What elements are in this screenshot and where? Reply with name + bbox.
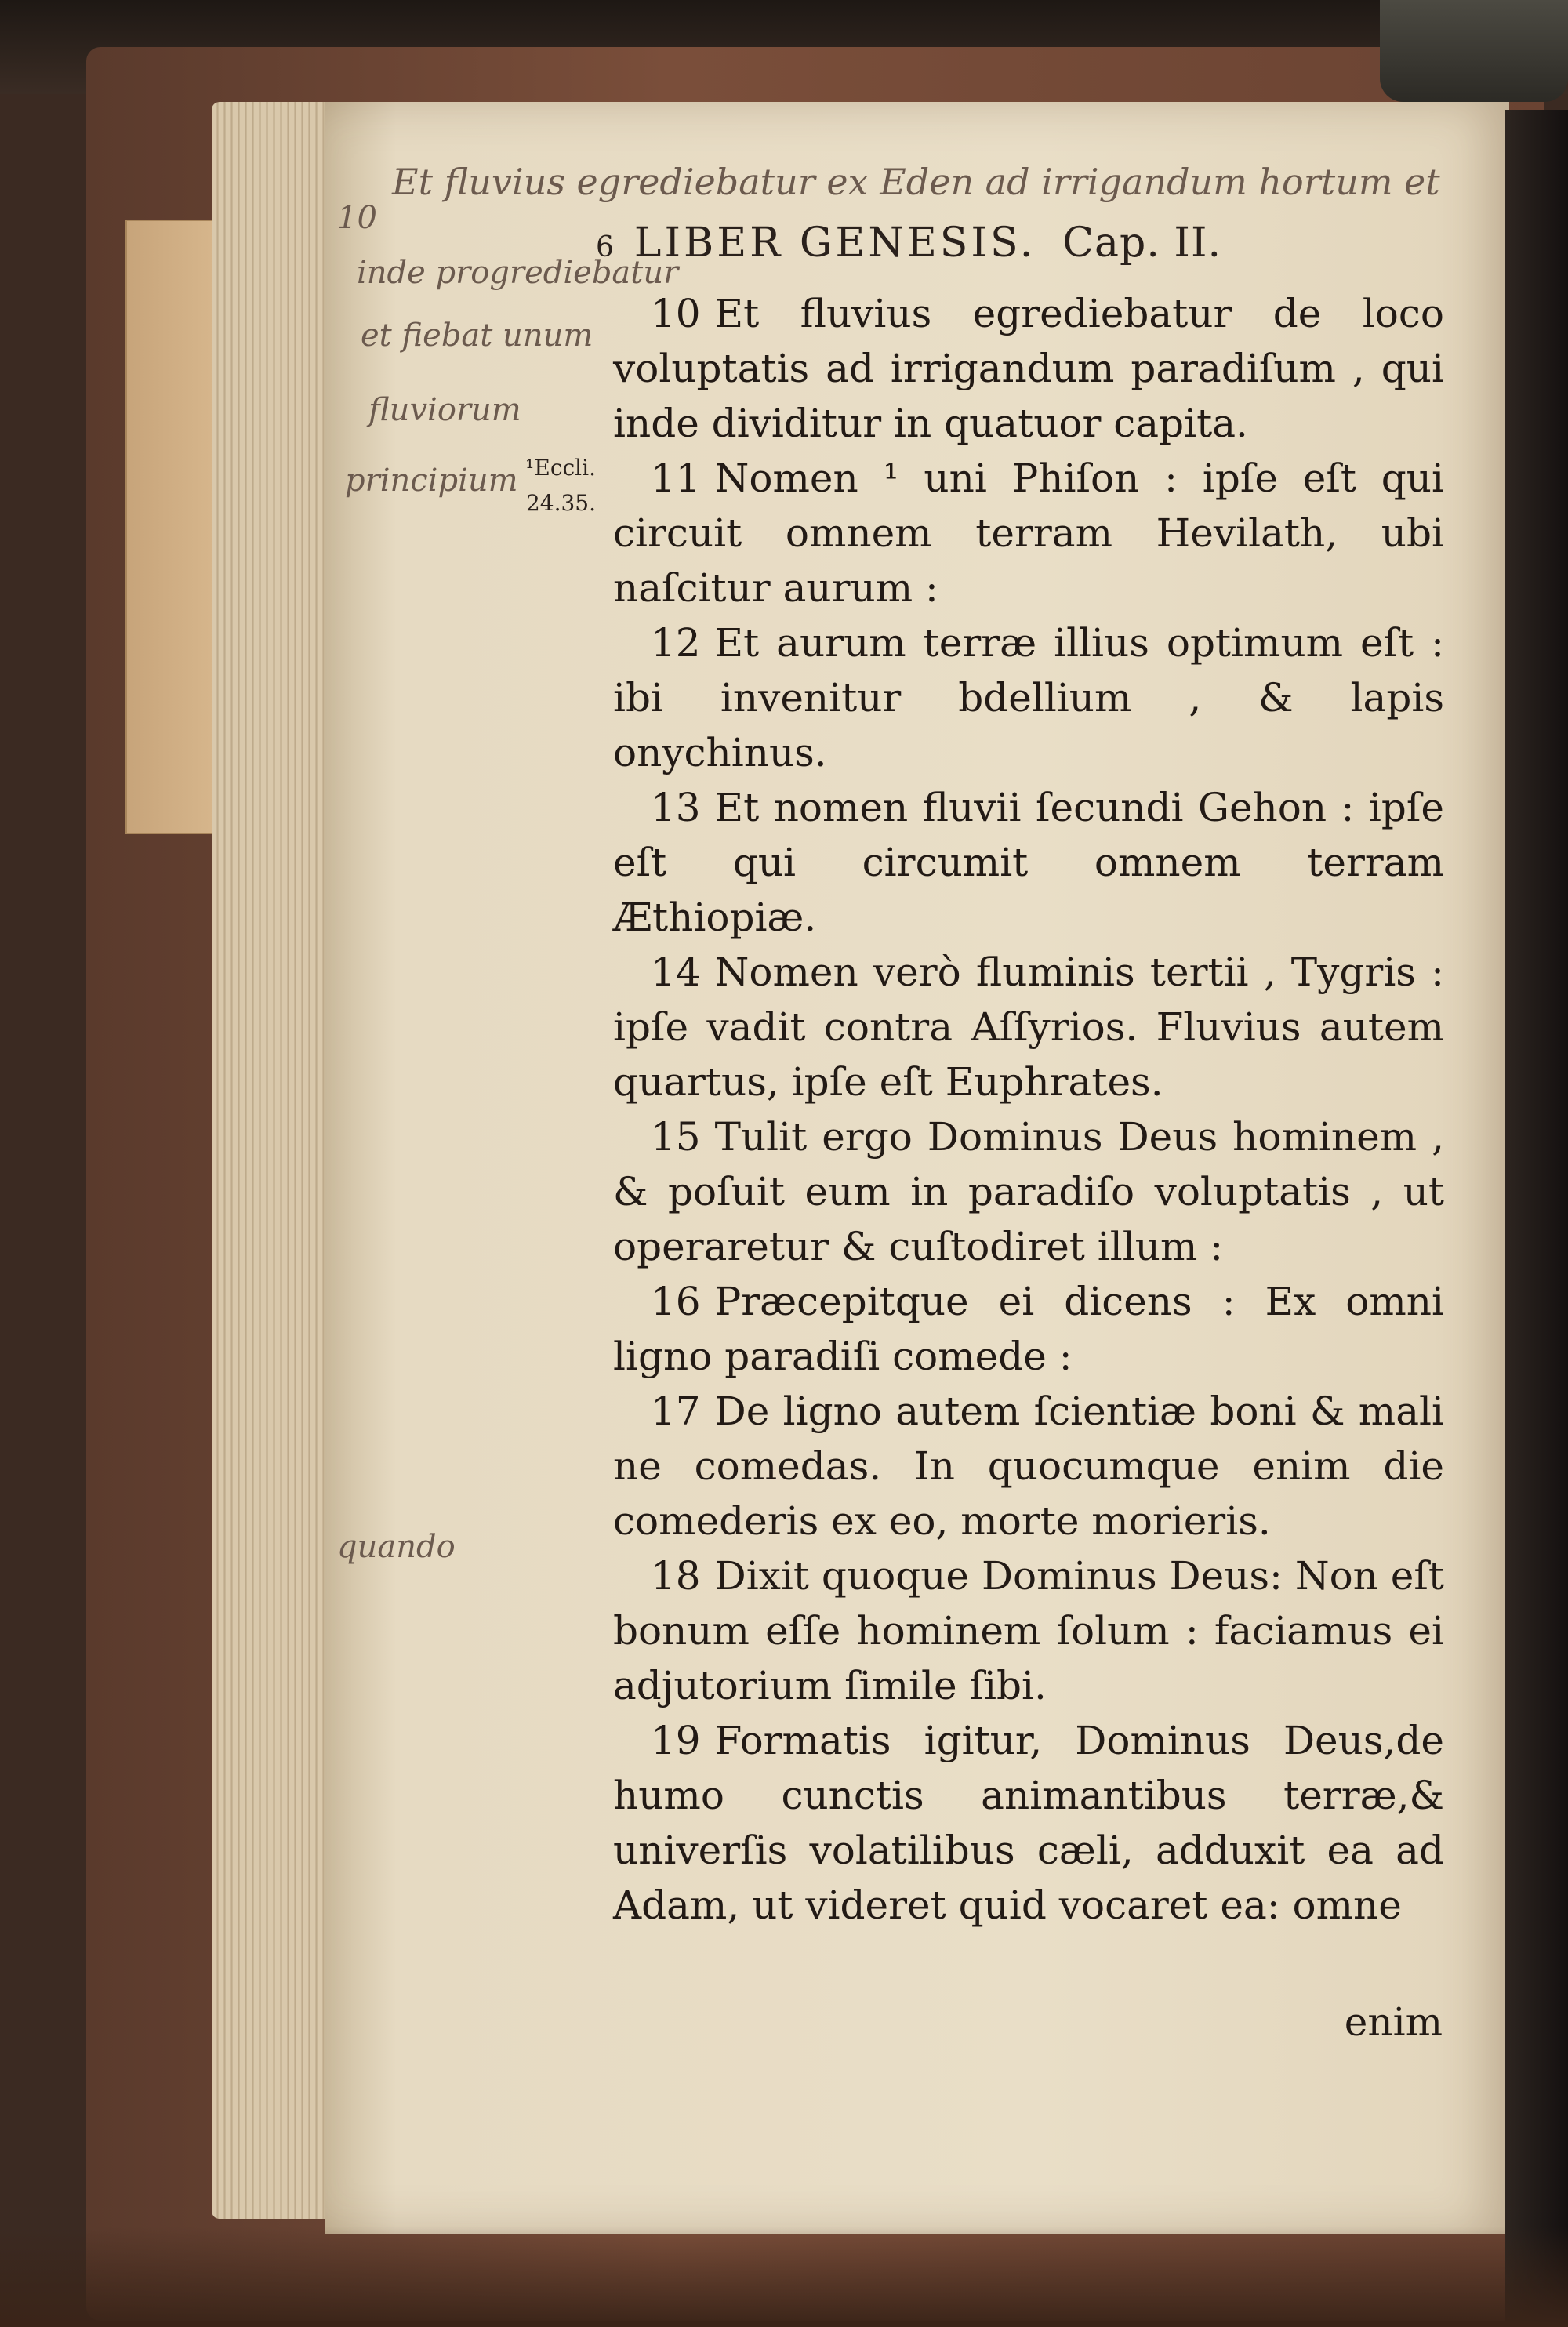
verse-text-block <box>613 286 1444 2089</box>
verse-text: Nomen verò fluminis tertii , Tygris : ipſe vadit contra Aſſyrios. Fluvius autem quartus, ipſe eſt Euphrates. <box>613 949 1444 1105</box>
running-title: LIBER GENESIS. <box>633 220 1036 267</box>
handwritten-note-line-3: et fiebat unum <box>361 318 593 354</box>
handwritten-note-mid: quando <box>337 1529 456 1565</box>
verse-text: Et fluvius egrediebatur de loco voluptatis ad irrigandum paradiſum , qui inde dividitur in quatuor capita. <box>613 291 1444 446</box>
verse <box>613 945 1444 1109</box>
verse-text: Formatis igitur, Dominus Deus,de humo cunctis animantibus terræ,& univerſis volatilibus cæli, adduxit ea ad Adam, ut videret quid vocaret ea: omne <box>613 1718 1444 1928</box>
running-header <box>596 220 1380 274</box>
verse-number: 12 <box>651 620 701 666</box>
verse-number: 19 <box>651 1718 701 1763</box>
verse-text: Tulit ergo Dominus Deus hominem , & poſuit eum in paradiſo voluptatis , ut operaretur & cuſtodiret illum : <box>613 1114 1444 1269</box>
verse <box>613 615 1444 780</box>
facing-page-shadow <box>1505 110 1568 2327</box>
page-edges <box>212 102 329 2219</box>
verse-text: Et nomen fluvii ſecundi Gehon : ipſe eſt qui circumit omnem terram Æthiopiæ. <box>613 785 1444 940</box>
page-number: 6 <box>596 231 614 263</box>
verse <box>613 1548 1444 1713</box>
verse-number: 15 <box>651 1114 701 1160</box>
verse-number: 18 <box>651 1553 701 1599</box>
verse <box>613 1384 1444 1548</box>
verse-text: Dixit quoque Dominus Deus: Non eſt bonum eſſe hominem ſolum : faciamus ei adjutorium ſimile ſibi. <box>613 1553 1444 1708</box>
verse-number: 10 <box>651 291 701 336</box>
handwritten-note-top: Et fluvius egrediebatur ex Eden ad irrigandum hortum et <box>392 161 1440 203</box>
margin-reference-verse: 24.35. <box>525 490 596 516</box>
verse <box>613 286 1444 451</box>
verse-text: Nomen ¹ uni Phiſon : ipſe eſt qui circuit omnem terram Hevilath, ubi naſcitur aurum : <box>613 456 1444 611</box>
chapter-label: Cap. II. <box>1062 220 1222 267</box>
corner-clasp <box>1380 0 1568 102</box>
handwritten-note-line-2: inde progrediebatur <box>357 255 679 291</box>
margin-reference-book: ¹Eccli. <box>525 455 596 481</box>
handwritten-note-line-4: fluviorum <box>368 392 521 428</box>
verse <box>613 1109 1444 1274</box>
handwritten-page-mark: 10 <box>337 200 377 236</box>
handwritten-note-line-5: principium <box>345 463 518 499</box>
verse <box>613 1274 1444 1384</box>
verse <box>613 451 1444 615</box>
verse-number: 16 <box>651 1279 701 1324</box>
bottom-shadow <box>0 2227 1568 2327</box>
verse-number: 13 <box>651 785 701 830</box>
verse <box>613 1713 1444 1933</box>
verse <box>613 780 1444 945</box>
catchword: enim <box>1344 1999 1443 2045</box>
verse-text: Et aurum terræ illius optimum eſt : ibi invenitur bdellium , & lapis onychinus. <box>613 620 1444 775</box>
verse-number: 11 <box>651 456 701 501</box>
verse-number: 17 <box>651 1389 701 1434</box>
verse-text: Præcepitque ei dicens : Ex omni ligno paradiſi comede : <box>613 1279 1444 1379</box>
verse-number: 14 <box>651 949 701 995</box>
verse-text: De ligno autem ſcientiæ boni & mali ne comedas. In quocumque enim die comederis ex eo, morte morieris. <box>613 1389 1444 1544</box>
